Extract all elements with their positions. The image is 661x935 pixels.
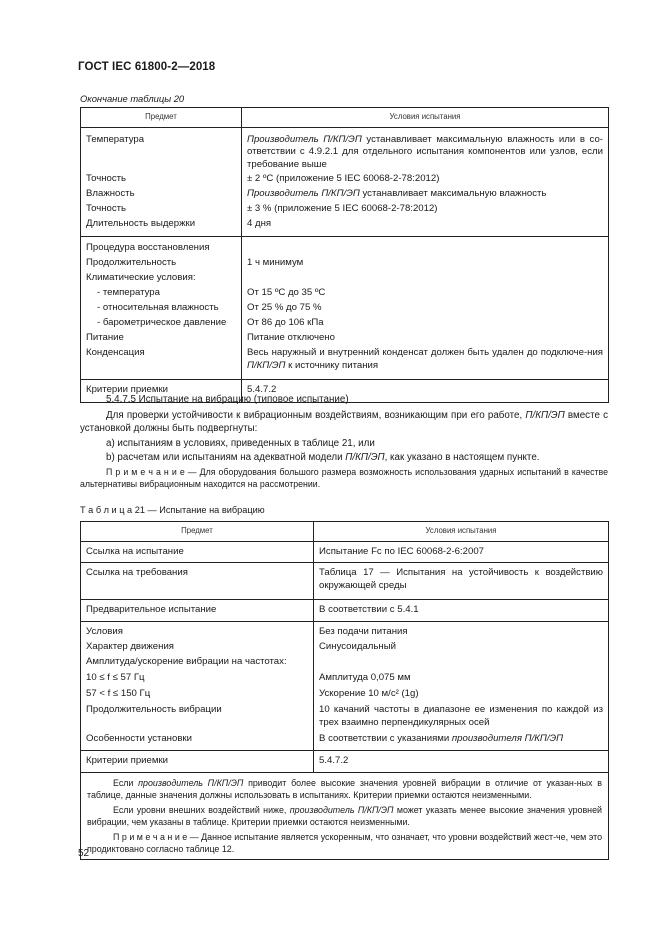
merged-note-text: — Данное испытание является ускоренным, что означает, что уровни воздействий жест-че, чем это продиктовано согласно таблице 12. xyxy=(87,831,602,854)
t-label: - температура xyxy=(97,287,160,299)
section-heading: 5.4.7.5 Испытание на вибрацию (типовое испытание) xyxy=(106,394,349,405)
table-row xyxy=(81,541,609,563)
hum-value-text: устанавливает максимальную влажность xyxy=(359,188,547,200)
merged-p2-text-b: может указать менее высокие значения уровней вибрации, чем указаны в таблице. Критерии приемки остаются неизменными. xyxy=(87,804,602,827)
ref-req-label: Ссылка на требования xyxy=(81,563,314,600)
section-item-a: a) испытаниям в условиях, приведенных в таблице 21, или xyxy=(106,438,375,449)
mount-value xyxy=(319,733,603,746)
clim-label: Климатические условия: xyxy=(86,272,196,284)
hum-label: Влажность xyxy=(86,188,135,200)
temp-label: Температура xyxy=(86,133,145,145)
table21-header-conditions: Условия испытания xyxy=(314,522,609,542)
t-value: От 15 ºС до 35 ºС xyxy=(247,287,326,299)
cond-value-text-a: Весь наружный и внутренний конденсат должен быть удален до подключе-ния xyxy=(247,346,603,358)
table-row xyxy=(81,563,609,600)
section-item-b xyxy=(80,451,608,464)
item-b-device: П/КП/ЭП xyxy=(345,452,385,463)
cond-value-device: П/КП/ЭП xyxy=(247,359,286,371)
mount-value-text: В соответствии с указаниями xyxy=(319,732,452,744)
table20-group-a-values xyxy=(242,127,609,237)
hum-value xyxy=(247,188,603,201)
table20-header-subject: Предмет xyxy=(81,108,242,128)
acc1-value: ± 2 ºС (приложение 5 IEC 60068-2-78:2012) xyxy=(247,173,440,185)
ref-test-value: Испытание Fc по IEC 60068-2-6:2007 xyxy=(314,541,609,563)
motion-value: Синусоидальный xyxy=(319,641,396,653)
ref-test-label: Ссылка на испытание xyxy=(81,541,314,563)
f2-label: 57 < f ≤ 150 Гц xyxy=(86,688,151,700)
merged-para2 xyxy=(87,804,602,828)
f2-value: Ускорение 10 м/с² (1g) xyxy=(319,688,419,700)
mount-label: Особенности установки xyxy=(86,732,192,744)
para1-text-a: Для проверки устойчивости к вибрационным воздействиям, возникающим при его работе, xyxy=(106,410,526,421)
cond-value: Без подачи питания xyxy=(319,626,408,638)
vdur-value: 10 качаний частоты в диапазоне ее изменения по каждой из трех взаимно перпендикулярных осей xyxy=(319,704,603,728)
section-para1 xyxy=(80,409,608,435)
table20-header-conditions: Условия испытания xyxy=(242,108,609,128)
dur-label: Длительность выдержки xyxy=(86,218,196,230)
table20-accept-label: Критерии приемки xyxy=(81,379,242,402)
dur-value: 4 дня xyxy=(247,218,272,230)
merged-note xyxy=(87,831,602,855)
table21-accept-value: 5.4.7.2 xyxy=(314,750,609,772)
ampl-label: Амплитуда/ускорение вибрации на частотах: xyxy=(86,656,287,668)
cond-value xyxy=(247,347,603,373)
merged-note-label: П р и м е ч а н и е xyxy=(113,831,188,842)
cond-label: Условия xyxy=(86,626,123,638)
table21-caption xyxy=(80,504,265,516)
table20-group-a-labels xyxy=(81,127,242,237)
mount-value-manufacturer: производителя П/КП/ЭП xyxy=(451,732,564,744)
table-row xyxy=(81,600,609,622)
item-b-text-b: , как указано в настоящем пункте. xyxy=(384,452,540,463)
rh-label: - относительная влажность xyxy=(97,301,219,313)
para1-text-b: вместе с установкой должны быть подвергнуты: xyxy=(80,410,608,435)
table20-group-b-values xyxy=(242,237,609,380)
pre-value: В соответствии с 5.4.1 xyxy=(314,600,609,622)
table-row xyxy=(81,772,609,859)
pow-label: Питание xyxy=(86,331,124,343)
table21-accept-label: Критерии приемки xyxy=(81,750,314,772)
f1-label: 10 ≤ f ≤ 57 Гц xyxy=(86,672,145,684)
table21-header-subject: Предмет xyxy=(81,522,314,542)
table20-group-b-labels xyxy=(81,237,242,380)
table20-caption: Окончание таблицы 20 xyxy=(80,93,185,104)
table-20 xyxy=(80,107,609,403)
para1-device: П/КП/ЭП xyxy=(525,410,565,421)
rh-value: От 25 % до 75 % xyxy=(247,302,322,314)
table-21 xyxy=(80,521,609,860)
temp-value xyxy=(247,134,603,173)
document-header: ГОСТ IEC 61800-2—2018 xyxy=(78,61,216,73)
table21-merged-notes xyxy=(81,772,609,859)
acc2-label: Точность xyxy=(86,203,127,215)
acc1-label: Точность xyxy=(86,173,127,185)
conditions-values xyxy=(314,622,609,751)
cond-value-text-b: к источнику питания xyxy=(285,359,379,371)
merged-p2-text-a: Если уровни внешних воздействий ниже, xyxy=(113,804,290,815)
pow-value: Питание отключено xyxy=(247,331,335,343)
f1-value: Амплитуда 0,075 мм xyxy=(319,672,411,684)
p-label: - барометрическое давление xyxy=(97,316,227,328)
merged-p1-text-b: приводит более высокие значения уровней вибрации в отличие от указан-ных в таблице, данные значения должны использовать в испытаниях. Критерии приемки остаются неизменными. xyxy=(87,777,602,800)
acc2-value: ± 3 % (приложение 5 IEC 60068-2-78:2012) xyxy=(247,203,438,215)
page-number: 52 xyxy=(78,848,90,859)
item-b-text-a: b) расчетам или испытаниям на адекватной модели xyxy=(106,452,346,463)
vdur-label: Продолжительность вибрации xyxy=(86,703,222,715)
note-text: — Для оборудования большого размера возможность использования ударных испытаний в качестве альтернативы вибрационным находится на рассмотрении. xyxy=(80,467,608,489)
conditions-labels xyxy=(81,622,314,751)
merged-p2-manufacturer: производитель П/КП/ЭП xyxy=(289,804,394,815)
ref-req-value: Таблица 17 — Испытания на устойчивость к воздействию окружающей среды xyxy=(314,563,609,600)
len-label: Продолжительность xyxy=(86,257,177,269)
table21-caption-text: 21 — Испытание на вибрацию xyxy=(132,505,265,515)
table20-accept-value: 5.4.7.2 xyxy=(242,379,609,402)
motion-label: Характер движения xyxy=(86,641,174,653)
proc-label: Процедура восстановления xyxy=(86,242,210,254)
temp-value-text: устанавливает максимальную влажность или в со-ответствии с 4.9.2.1 для отдельного испытания компонентов или узлов, если требование выше xyxy=(247,133,603,171)
p-value: От 86 до 106 кПа xyxy=(247,317,324,329)
table-row xyxy=(81,622,609,751)
pre-label: Предварительное испытание xyxy=(81,600,314,622)
merged-para1 xyxy=(87,777,602,801)
merged-p1-manufacturer: производитель П/КП/ЭП xyxy=(138,777,244,788)
table21-caption-label: Т а б л и ц а xyxy=(80,505,133,515)
table-row xyxy=(81,750,609,772)
section-note xyxy=(80,467,608,491)
note-label: П р и м е ч а н и е xyxy=(106,467,185,477)
cond-label: Конденсация xyxy=(86,346,145,358)
merged-p1-text-a: Если xyxy=(113,777,139,788)
hum-value-manufacturer: Производитель П/КП/ЭП xyxy=(247,188,360,200)
temp-value-manufacturer: Производитель П/КП/ЭП xyxy=(247,133,362,145)
len-value: 1 ч минимум xyxy=(247,257,304,269)
